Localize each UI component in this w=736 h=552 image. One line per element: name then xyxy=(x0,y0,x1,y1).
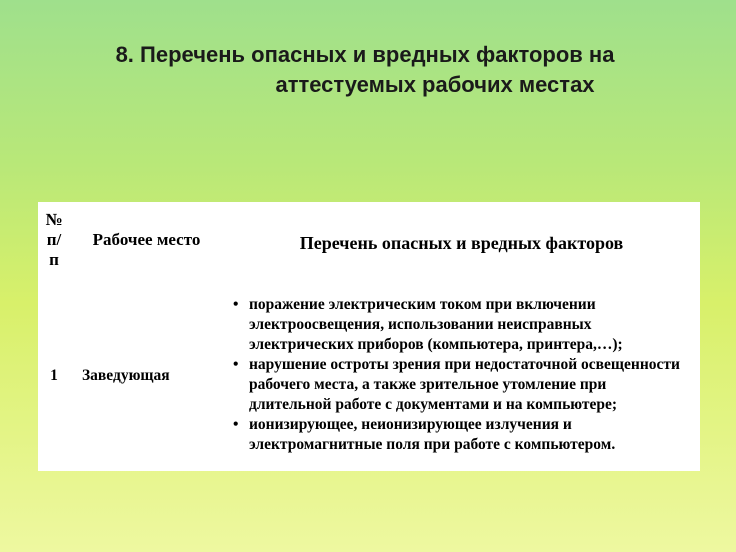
header-factors: Перечень опасных и вредных факторов xyxy=(299,233,624,253)
table-header-row xyxy=(38,202,700,280)
row-factors xyxy=(223,280,700,471)
list-item: • ионизирующее, неионизирующее излучения и электромагнитные поля при работе с компьютером. xyxy=(249,415,692,455)
slide-title-line-2: аттестуемых рабочих местах xyxy=(275,72,595,97)
header-workplace: Рабочее место xyxy=(92,230,201,249)
row-workplace: Заведующая xyxy=(82,366,170,384)
factors-table xyxy=(38,202,700,471)
slide-title xyxy=(40,40,700,100)
factors-table-container xyxy=(38,202,700,471)
header-number: № п/п xyxy=(45,210,63,269)
list-item: • поражение электрическим током при включении электроосвещения, использовании неисправных электрических приборов (компьютера, принтера,…); xyxy=(249,295,692,355)
list-item: • нарушение остроты зрения при недостаточной освещенности рабочего места, а также зрительное утомление при длительной работе с документами и на компьютере; xyxy=(249,355,692,415)
row-number: 1 xyxy=(50,366,58,384)
table-row xyxy=(38,280,700,471)
factors-list xyxy=(227,295,692,455)
slide-title-line-1: 8. Перечень опасных и вредных факторов на xyxy=(115,42,615,67)
